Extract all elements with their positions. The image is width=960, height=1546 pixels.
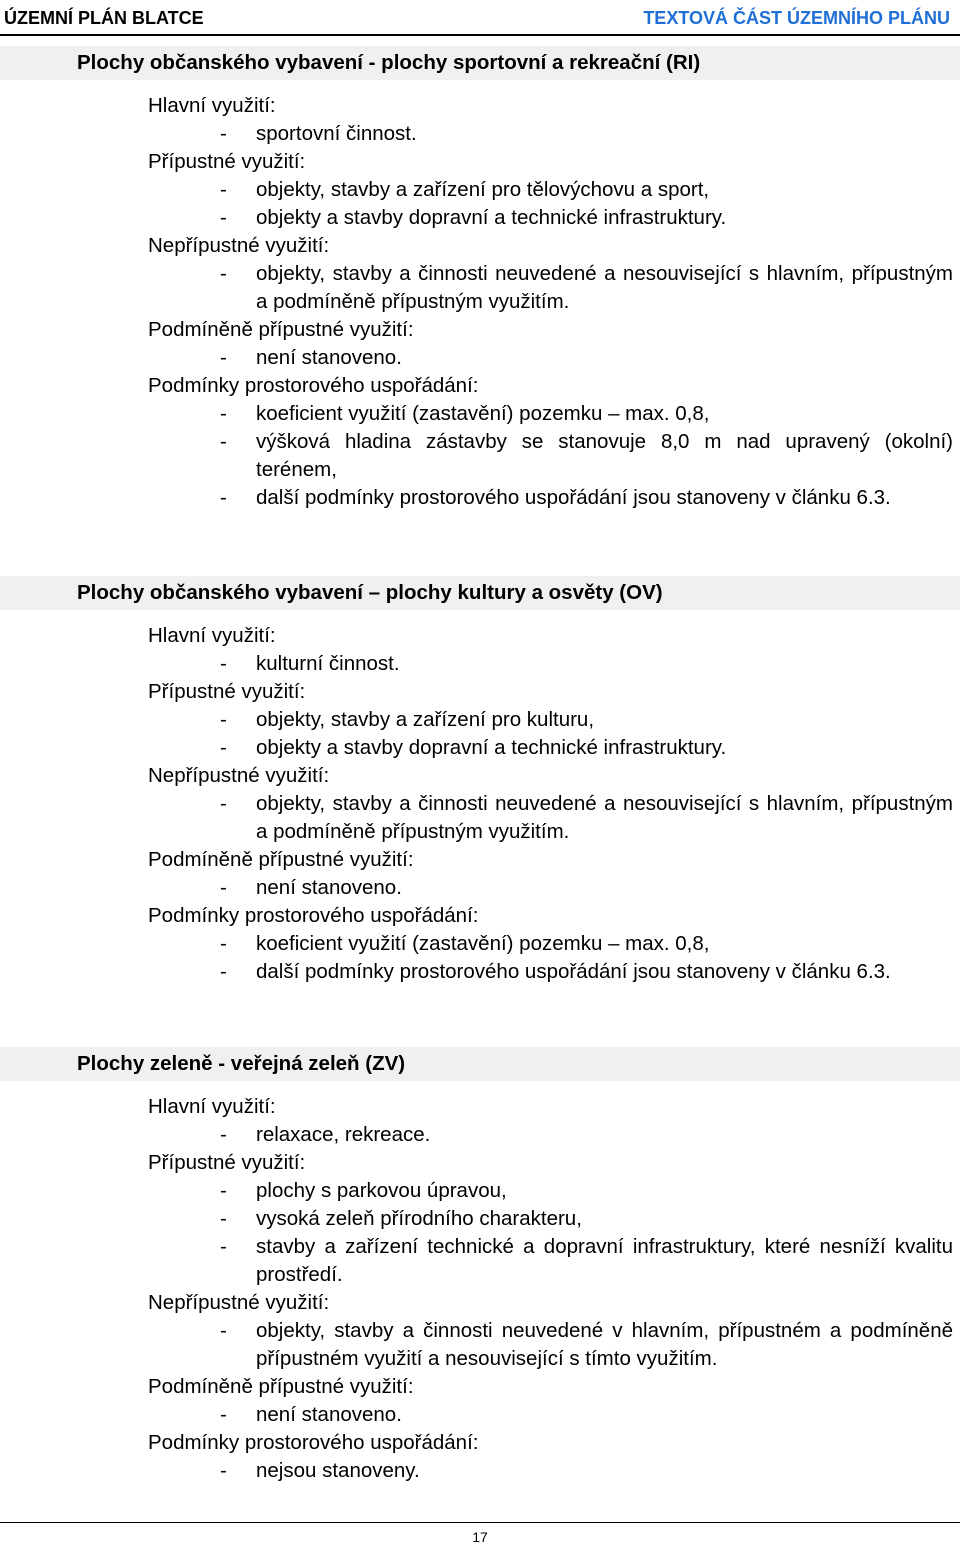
bullet-dash: - (220, 206, 227, 229)
list-item-text: objekty, stavby a činnosti neuvedené a nesouvisející s hlavním, přípustným a podmíněně přípustným využitím. (256, 792, 953, 843)
group-label: Hlavní využití: (148, 624, 276, 647)
section-body (148, 92, 960, 512)
list-item-text: sportovní činnost. (256, 122, 417, 145)
group-label: Přípustné využití: (148, 1151, 306, 1174)
section-spacer (0, 1081, 960, 1093)
list-item-text: relaxace, rekreace. (256, 1123, 431, 1146)
section-ov (0, 576, 960, 986)
bullet-dash: - (220, 1459, 227, 1482)
section-ri (0, 46, 960, 512)
list-item-text: není stanoveno. (256, 876, 402, 899)
bullet-dash: - (220, 960, 227, 983)
list-item-text: nejsou stanoveny. (256, 1459, 420, 1482)
group-label: Podmínky prostorového uspořádání: (148, 904, 479, 927)
list-item (0, 790, 953, 846)
group-label: Podmínky prostorového uspořádání: (148, 1431, 479, 1454)
bullet-dash: - (220, 122, 227, 145)
group-label: Přípustné využití: (148, 150, 306, 173)
section-spacer (0, 610, 960, 622)
document-title: ÚZEMNÍ PLÁN BLATCE (4, 8, 204, 28)
section-title: Plochy občanského vybavení - plochy sportovní a rekreační (RI) (0, 46, 960, 80)
list-item-text: koeficient využití (zastavění) pozemku – max. 0,8, (256, 402, 710, 425)
group-label: Hlavní využití: (148, 1095, 276, 1118)
list-item (0, 428, 953, 484)
list-item (0, 1401, 953, 1429)
list-item-text: není stanoveno. (256, 346, 402, 369)
bullet-dash: - (220, 1179, 227, 1202)
bullet-dash: - (220, 262, 227, 285)
list-item-text: objekty, stavby a zařízení pro tělovýchovu a sport, (256, 178, 710, 201)
list-item-text: není stanoveno. (256, 1403, 402, 1426)
section-title: Plochy občanského vybavení – plochy kultury a osvěty (OV) (0, 576, 960, 610)
section-title: Plochy zeleně - veřejná zeleň (ZV) (0, 1047, 960, 1081)
group-label: Podmíněně přípustné využití: (148, 848, 414, 871)
list-item-text: objekty, stavby a činnosti neuvedené a nesouvisející s hlavním, přípustným a podmíněně přípustným využitím. (256, 262, 953, 313)
group-label: Hlavní využití: (148, 94, 276, 117)
bullet-dash: - (220, 1123, 227, 1146)
bullet-dash: - (220, 652, 227, 675)
group-label: Nepřípustné využití: (148, 1291, 330, 1314)
list-item (0, 344, 953, 372)
bullet-dash: - (220, 736, 227, 759)
list-item-text: vysoká zeleň přírodního charakteru, (256, 1207, 582, 1230)
page-number: 17 (472, 1529, 488, 1545)
list-item (0, 120, 953, 148)
section-zv (0, 1047, 960, 1485)
page-header (0, 0, 960, 36)
section-spacer (0, 80, 960, 92)
list-item-text: objekty, stavby a činnosti neuvedené v hlavním, přípustném a podmíněně přípustném využití a nesouvisející s tímto využitím. (256, 1319, 953, 1370)
bullet-dash: - (220, 1319, 227, 1342)
group-label: Nepřípustné využití: (148, 234, 330, 257)
list-item (0, 650, 953, 678)
list-item (0, 1233, 953, 1289)
list-item (0, 930, 953, 958)
list-item (0, 1177, 953, 1205)
list-item (0, 706, 953, 734)
list-item-text: stavby a zařízení technické a dopravní infrastruktury, které nesníží kvalitu prostředí. (256, 1235, 953, 1286)
list-item-text: objekty, stavby a zařízení pro kulturu, (256, 708, 595, 731)
section-body (148, 1093, 960, 1485)
list-item (0, 484, 953, 512)
bullet-dash: - (220, 486, 227, 509)
list-item-text: další podmínky prostorového uspořádání jsou stanoveny v článku 6.3. (256, 486, 891, 509)
bullet-dash: - (220, 1207, 227, 1230)
list-item-text: další podmínky prostorového uspořádání jsou stanoveny v článku 6.3. (256, 960, 891, 983)
bullet-dash: - (220, 178, 227, 201)
list-item (0, 734, 953, 762)
list-item (0, 1317, 953, 1373)
list-item (0, 958, 953, 986)
list-item (0, 1205, 953, 1233)
bullet-dash: - (220, 792, 227, 815)
bullet-dash: - (220, 876, 227, 899)
list-item (0, 260, 953, 316)
group-label: Podmíněně přípustné využití: (148, 1375, 414, 1398)
document-part-title: TEXTOVÁ ČÁST ÚZEMNÍHO PLÁNU (643, 8, 950, 28)
group-label: Nepřípustné využití: (148, 764, 330, 787)
list-item-text: objekty a stavby dopravní a technické infrastruktury. (256, 736, 727, 759)
list-item (0, 1121, 953, 1149)
list-item (0, 874, 953, 902)
section-body (148, 622, 960, 986)
group-label: Podmínky prostorového uspořádání: (148, 374, 479, 397)
list-item (0, 176, 953, 204)
bullet-dash: - (220, 1403, 227, 1426)
bullet-dash: - (220, 1235, 227, 1258)
bullet-dash: - (220, 402, 227, 425)
list-item-text: kulturní činnost. (256, 652, 400, 675)
list-item-text: koeficient využití (zastavění) pozemku – max. 0,8, (256, 932, 710, 955)
list-item (0, 204, 953, 232)
page-footer (0, 1522, 960, 1545)
bullet-dash: - (220, 346, 227, 369)
group-label: Přípustné využití: (148, 680, 306, 703)
bullet-dash: - (220, 932, 227, 955)
list-item-text: výšková hladina zástavby se stanovuje 8,0 m nad upravený (okolní) terénem, (256, 430, 953, 481)
group-label: Podmíněně přípustné využití: (148, 318, 414, 341)
list-item-text: plochy s parkovou úpravou, (256, 1179, 507, 1202)
list-item (0, 400, 953, 428)
list-item (0, 1457, 953, 1485)
bullet-dash: - (220, 708, 227, 731)
list-item-text: objekty a stavby dopravní a technické infrastruktury. (256, 206, 727, 229)
bullet-dash: - (220, 430, 227, 453)
